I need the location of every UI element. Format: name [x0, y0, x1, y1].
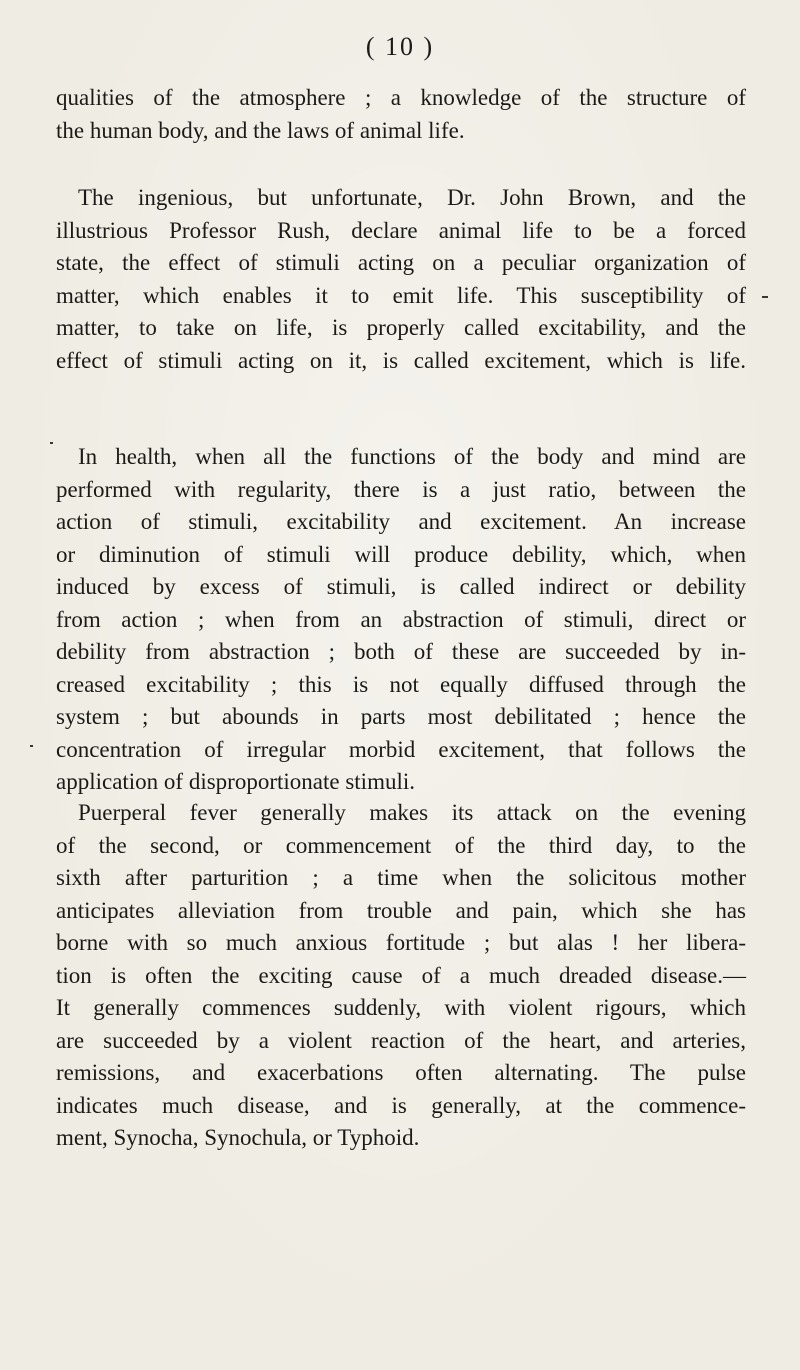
text-line: borne with so much anxious fortitude ; but alas ! her libera- — [56, 930, 746, 955]
text-line: indicates much disease, and is generally, at the commence- — [56, 1092, 746, 1118]
text-line: creased excitability ; this is not equally diffused through the — [56, 671, 746, 697]
text-line: performed with regularity, there is a just ratio, between the — [56, 476, 746, 502]
text-line: illustrious Professor Rush, declare animal life to be a forced — [56, 217, 746, 243]
paragraph-1 — [56, 82, 746, 147]
text-line: concentration of irregular morbid excitement, that follows the — [56, 736, 746, 762]
paragraph-4 — [56, 797, 746, 1155]
text-line: matter, to take on life, is properly called excitability, and the — [56, 315, 746, 340]
text-line: application of disproportionate stimuli. — [56, 769, 415, 794]
text-line: qualities of the atmosphere ; a knowledge of the structure of — [56, 85, 746, 110]
text-line: or diminution of stimuli will produce debility, which, when — [56, 541, 746, 567]
text-line: state, the effect of stimuli acting on a peculiar organization of — [56, 250, 746, 275]
margin-speck — [50, 442, 53, 444]
text-line: induced by excess of stimuli, is called indirect or debility — [56, 574, 746, 599]
text-line: In health, when all the functions of the body and mind are — [78, 444, 746, 469]
text-line: ment, Synocha, Synochula, or Typhoid. — [56, 1125, 420, 1150]
text-line: are succeeded by a violent reaction of the heart, and arteries, — [56, 1027, 746, 1053]
margin-speck — [762, 296, 768, 298]
text-line: action of stimuli, excitability and excitement. An increase — [56, 509, 746, 534]
text-line: remissions, and exacerbations often alternating. The pulse — [56, 1060, 746, 1085]
margin-speck — [30, 745, 33, 747]
paragraph-2 — [56, 182, 746, 377]
text-line: debility from abstraction ; both of these are succeeded by in- — [56, 639, 746, 664]
page-number: ( 10 ) — [365, 32, 435, 61]
text-line: the human body, and the laws of animal life. — [56, 117, 465, 143]
text-line: of the second, or commencement of the third day, to the — [56, 832, 746, 858]
text-line: tion is often the exciting cause of a much dreaded disease.— — [56, 962, 746, 988]
text-line: It generally commences suddenly, with violent rigours, which — [56, 995, 746, 1020]
paragraph-3 — [56, 441, 746, 799]
text-line: from action ; when from an abstraction of stimuli, direct or — [56, 606, 746, 632]
text-line: matter, which enables it to emit life. This susceptibility of — [56, 282, 746, 308]
text-line: Puerperal fever generally makes its attack on the evening — [78, 800, 746, 825]
text-line: system ; but abounds in parts most debilitated ; hence the — [56, 704, 746, 729]
text-line: The ingenious, but unfortunate, Dr. John Brown, and the — [78, 185, 746, 210]
text-line: effect of stimuli acting on it, is called excitement, which is life. — [56, 347, 746, 373]
text-line: sixth after parturition ; a time when the solicitous mother — [56, 865, 746, 890]
text-line: anticipates alleviation from trouble and pain, which she has — [56, 897, 746, 923]
